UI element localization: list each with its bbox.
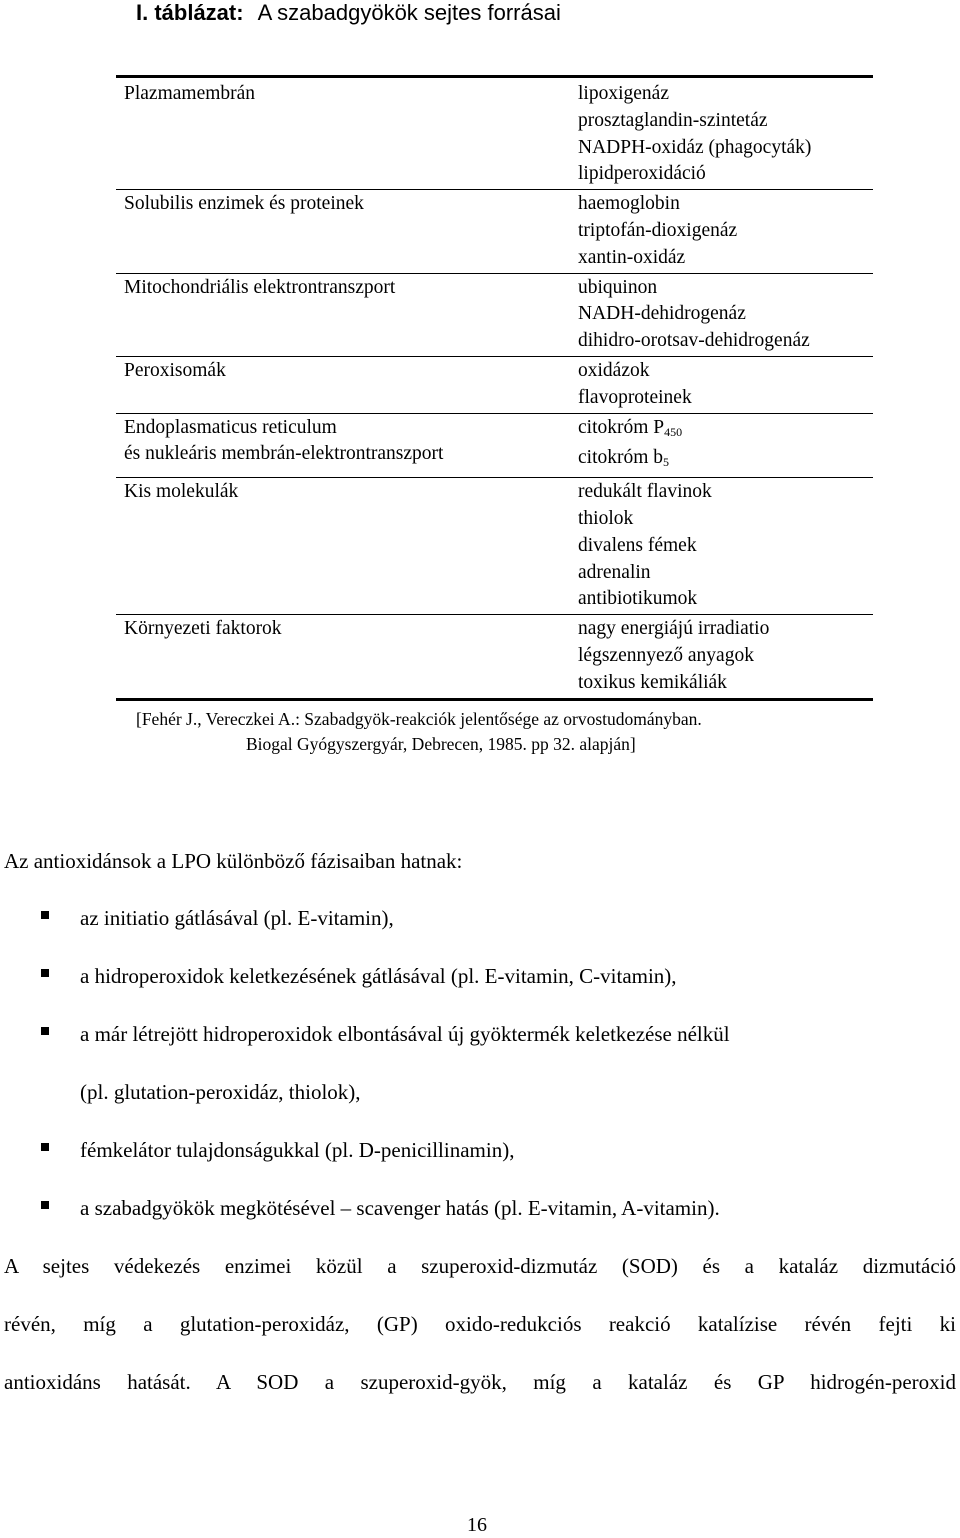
subscript: 5 [663,455,670,470]
row-item: toxikus kemikáliák [578,671,727,693]
square-bullet-icon [41,1143,49,1151]
page-number: 16 [467,1514,487,1536]
citation [136,707,836,757]
paragraph-line: antioxidáns hatását. A SOD a szuperoxid-gyök, míg a kataláz és GP hidrogén-peroxid [4,1370,956,1394]
citation-line: [Fehér J., Vereczkei A.: Szabadgyök-reakciók jelentősége az orvostudományban. [136,709,702,729]
row-item: lipidperoxidáció [578,163,706,185]
table-title [136,0,561,26]
table-title-label: I. táblázat: [136,0,244,25]
bullet-item: a hidroperoxidok keletkezésének gátlásával (pl. E-vitamin, C-vitamin), [80,964,677,988]
row-item: flavoproteinek [578,386,692,408]
table-row [116,273,873,356]
row-item: antibiotikumok [578,588,698,610]
row-label: Endoplasmaticus reticulum [124,416,337,438]
row-item: dihidro-orotsav-dehidrogenáz [578,330,810,352]
bullet-item: az initiatio gátlásával (pl. E-vitamin), [80,906,394,930]
bullet-item-continuation: (pl. glutation-peroxidáz, thiolok), [80,1080,361,1104]
table-row [116,413,873,478]
row-item: redukált flavinok [578,481,712,503]
row-item: ubiquinon [578,276,658,298]
row-label: Mitochondriális elektrontranszport [124,276,396,298]
table-row [116,78,873,189]
row-item: thiolok [578,507,634,529]
table-row [116,189,873,272]
row-item: NADPH-oxidáz (phagocyták) [578,136,812,158]
row-label: Környezeti faktorok [124,618,282,640]
bullet-item: fémkelátor tulajdonságukkal (pl. D-penicillinamin), [80,1138,515,1162]
square-bullet-icon [41,1027,49,1035]
table-title-text: A szabadgyökök sejtes forrásai [257,0,561,25]
square-bullet-icon [41,1201,49,1209]
square-bullet-icon [41,969,49,977]
row-item: xantin-oxidáz [578,246,686,268]
row-item: haemoglobin [578,193,680,215]
antioxidants-intro: Az antioxidánsok a LPO különböző fázisaiban hatnak: [4,849,463,873]
row-item: prosztaglandin-szintetáz [578,109,768,131]
bullet-item: a szabadgyökök megkötésével – scavenger hatás (pl. E-vitamin, A-vitamin). [80,1196,720,1220]
table-row [116,477,873,614]
row-item: légszennyező anyagok [578,644,754,666]
row-item: divalens fémek [578,534,697,556]
row-item: nagy energiájú irradiatio [578,618,770,640]
row-item: lipoxigenáz [578,83,669,104]
square-bullet-icon [41,911,49,919]
row-item: citokróm $b_5$ [578,447,670,470]
row-label: Kis molekulák [124,481,239,503]
sources-table [116,75,873,701]
row-item: citokróm $P_{450}$ [578,416,683,439]
subscript: 450 [664,424,683,439]
row-item: triptofán-dioxigenáz [578,219,738,241]
row-item: adrenalin [578,561,651,583]
table-row [116,356,873,413]
row-item: NADH-dehidrogenáz [578,303,746,325]
row-label: Peroxisomák [124,359,226,381]
paragraph-line: révén, míg a glutation-peroxidáz, (GP) oxido-redukciós reakció katalízise révén fejti ki [4,1312,956,1336]
row-label: és nukleáris membrán-elektrontranszport [124,443,444,465]
row-label: Plazmamembrán [124,83,256,104]
paragraph-line: A sejtes védekezés enzimei közül a szuperoxid-dizmutáz (SOD) és a kataláz dizmutáció [4,1254,956,1278]
row-item: oxidázok [578,359,650,381]
table-row [116,614,873,697]
bullet-item: a már létrejött hidroperoxidok elbontásával új gyöktermék keletkezése nélkül [80,1022,730,1046]
row-label: Solubilis enzimek és proteinek [124,193,364,215]
citation-line: Biogal Gyógyszergyár, Debrecen, 1985. pp 32. alapján] [246,734,636,754]
